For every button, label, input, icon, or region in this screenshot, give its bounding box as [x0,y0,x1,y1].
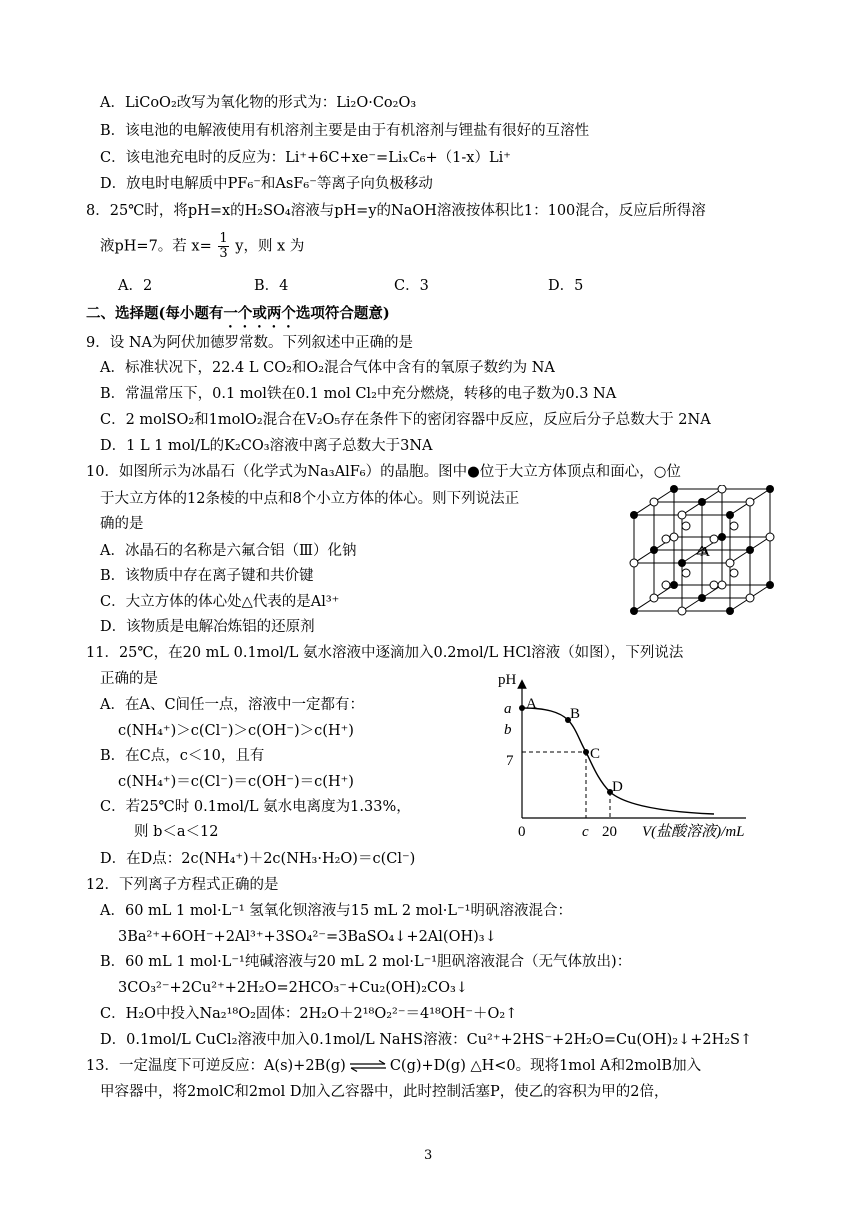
q10-option-c: C．大立方体的体心处△代表的是Al³⁺ [100,594,340,610]
q13-stem-post: C(g)+D(g) △H<0。现将1mol A和2molB加入 [389,1058,702,1074]
section-heading-emph: 一个或两个 [223,305,296,322]
label-b: B [570,706,581,722]
q8-option-b: B．4 [254,278,289,294]
label-d: D [612,779,623,795]
q8-stem-cont [100,232,304,261]
y-tick-7: 7 [506,753,514,769]
q11-option-a-2: c(NH₄⁺)＞c(Cl⁻)＞c(OH⁻)＞c(H⁺) [118,723,354,739]
q10-stem-1: 10．如图所示为冰晶石（化学式为Na₃AlF₆）的晶胞。图中●位于大立方体顶点和面心，○位 [86,464,681,480]
q12-option-b-1: B．60 mL 1 mol·L⁻¹纯碱溶液与20 mL 2 mol·L⁻¹胆矾溶液混合（无气体放出)： [100,954,632,970]
fraction-numerator: 1 [219,231,228,246]
q9-option-d: D．1 L 1 mol/L的K₂CO₃溶液中离子总数大于3NA [100,438,433,454]
q10-stem-2: 于大立方体的12条棱的中点和8个小立方体的体心。则下列说法正 [100,491,520,507]
label-c: C [590,746,601,762]
q9-option-b: B．常温常压下，0.1 mol铁在0.1 mol Cl₂中充分燃烧，转移的电子数为0.3 NA [100,386,617,402]
q7-option-a: A．LiCoO₂改写为氧化物的形式为：Li₂O·Co₂O₃ [100,95,417,111]
titration-chart [496,666,782,842]
q11-option-b-1: B．在C点，c＜10，且有 [100,748,265,764]
section-heading-post: 选项符合题意) [295,305,390,322]
q8-option-c: C．3 [394,278,429,294]
q12-stem: 12．下列离子方程式正确的是 [86,877,279,893]
q12-option-d: D．0.1mol/L CuCl₂溶液中加入0.1mol/L NaHS溶液：Cu²⁺+2HS⁻+2H₂O=Cu(OH)₂↓+2H₂S↑ [100,1032,753,1048]
q9-stem: 9．设 NA为阿伏加德罗常数。下列叙述中正确的是 [86,335,413,351]
q9-option-c: C．2 molSO₂和1molO₂混合在V₂O₅存在条件下的密闭容器中反应，反应后分子总数大于 2NA [100,412,711,428]
q12-option-c: C．H₂O中投入Na₂¹⁸O₂固体：2H₂O＋2¹⁸O₂²⁻＝4¹⁸OH⁻＋O₂↑ [100,1006,518,1022]
y-axis-label: pH [498,672,517,688]
q8-stem-pre: 液pH=7。若 x= [100,238,212,255]
figure-label-a: A [700,545,711,560]
q10-stem-3: 确的是 [100,516,144,532]
q9-option-a: A．标准状况下，22.4 L CO₂和O₂混合气体中含有的氧原子数约为 NA [100,360,555,376]
q8-option-d: D．5 [548,278,584,294]
q10-option-d: D．该物质是电解冶炼铝的还原剂 [100,619,315,635]
y-tick-a: a [504,701,512,717]
y-tick-b: b [504,722,512,738]
page-number: 3 [424,1148,433,1163]
equilibrium-arrow-icon [348,1060,388,1072]
q13-stem-pre: 13．一定温度下可逆反应：A(s)+2B(g) [86,1058,346,1074]
q11-option-c-2: 则 b＜a＜12 [134,824,219,840]
fraction [218,232,228,261]
q11-stem-1: 11．25℃，在20 mL 0.1mol/L 氨水溶液中逐滴加入0.2mol/L HCl溶液（如图），下列说法 [86,645,684,661]
q12-option-b-2: 3CO₃²⁻+2Cu²⁺+2H₂O=2HCO₃⁻+Cu₂(OH)₂CO₃↓ [118,980,468,996]
point-c [583,749,589,755]
q7-option-c: C．该电池充电时的反应为：Li⁺+6C+xe⁻=LiₓC₆+（1-x）Li⁺ [100,150,511,166]
q8-stem: 8．25℃时，将pH=x的H₂SO₄溶液与pH=y的NaOH溶液按体积比1：100混合，反应后所得溶 [86,203,706,219]
q13-stem-1 [86,1056,701,1076]
q12-option-a-2: 3Ba²⁺+6OH⁻+2Al³⁺+3SO₄²⁻=3BaSO₄↓+2Al(OH)₃↓ [118,929,497,945]
q11-option-b-2: c(NH₄⁺)＝c(Cl⁻)＝c(OH⁻)＝c(H⁺) [118,774,354,790]
label-a: A [526,696,537,712]
x-tick-c: c [582,824,589,840]
q11-option-d: D．在D点：2c(NH₄⁺)＋2c(NH₃·H₂O)＝c(Cl⁻) [100,851,416,867]
q8-stem-post: y，则 x 为 [235,238,305,255]
q7-option-b: B．该电池的电解液使用有机溶剂主要是由于有机溶剂与锂盐有很好的互溶性 [100,123,590,139]
titration-curve [522,708,714,814]
q13-stem-2: 甲容器中，将2molC和2mol D加入乙容器中，此时控制活塞P，使乙的容积为甲的2倍， [100,1084,669,1100]
x-tick-20: 20 [602,824,617,840]
q7-option-d: D．放电时电解质中PF₆⁻和AsF₆⁻等离子向负极移动 [100,176,433,192]
q10-option-a: A．冰晶石的名称是六氟合铝（Ⅲ）化钠 [100,543,357,559]
q8-option-a: A．2 [118,278,153,294]
point-a [519,705,525,711]
crystal-cell-figure [628,485,780,620]
section-heading-pre: 二、选择题(每小题有 [86,305,224,322]
q12-option-a-1: A．60 mL 1 mol·L⁻¹ 氢氧化钡溶液与15 mL 2 mol·L⁻¹明矾溶液混合： [100,903,572,919]
q11-option-c-1: C．若25℃时 0.1mol/L 氨水电离度为1.33%， [100,799,411,815]
q10-option-b: B．该物质中存在离子键和共价键 [100,568,314,584]
section-heading [86,304,390,331]
x-tick-0: 0 [518,824,526,840]
x-axis-label: V(盐酸溶液)/mL [642,824,745,840]
q11-stem-2: 正确的是 [100,671,158,687]
fraction-denominator: 3 [219,246,228,261]
q11-option-a-1: A．在A、C间任一点，溶液中一定都有： [100,697,365,713]
